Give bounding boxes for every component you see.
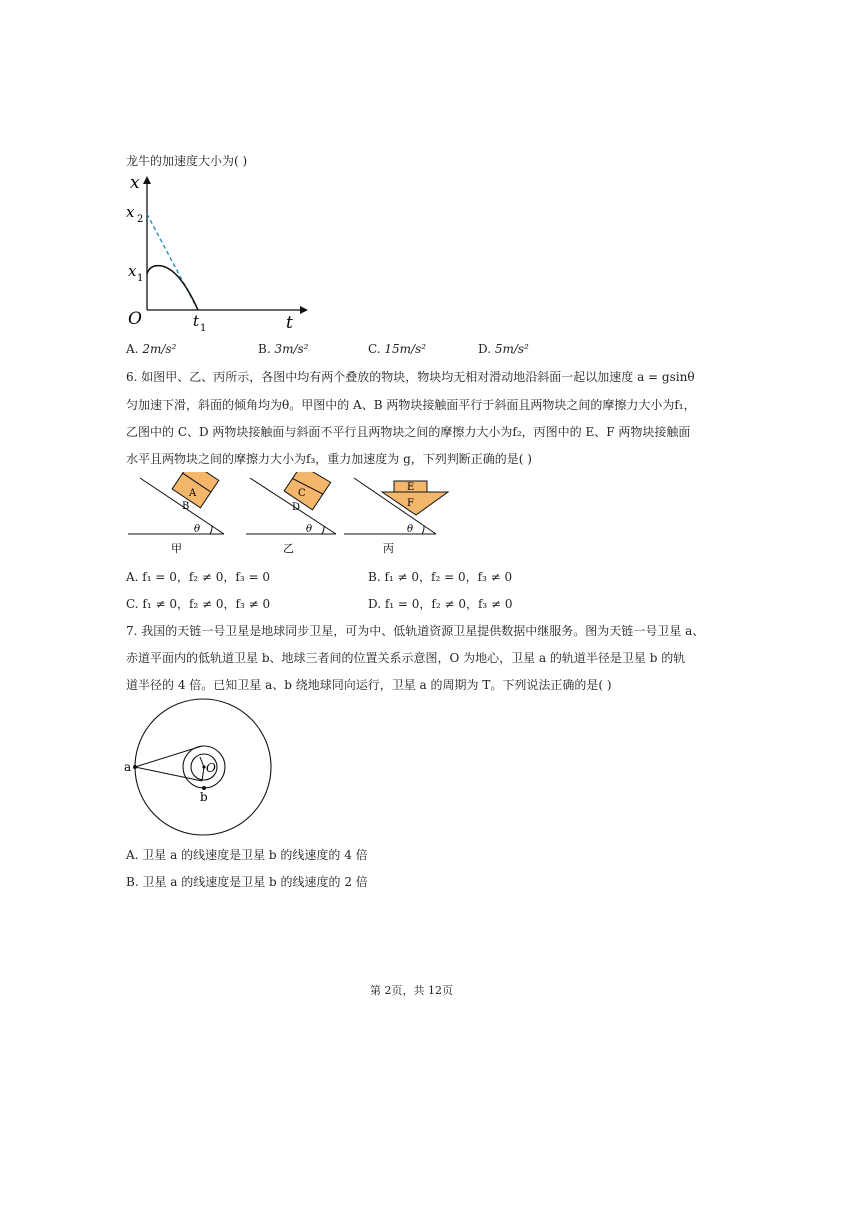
q7-stem-line-3: 道半径的 4 倍。已知卫星 a、b 绕地球同向运行，卫星 a 的周期为 T。下列说法正确的是( ) [126,678,612,692]
block-f-label: F [407,498,414,509]
block-a-label: A [189,488,197,499]
incline-diagram-yi [246,472,336,555]
x-axis-arrow-icon [300,306,308,314]
block-e-label: E [407,482,415,493]
q6-stem-line-3: 乙图中的 C、D 两物块接触面与斜面不平行且两物块之间的摩擦力大小为f₂，丙图中的 E、F 两物块接触面 [126,425,691,439]
q5-option-c: C. 15m/s² [368,342,427,356]
page-footer: 第 2页，共 12页 [370,984,453,997]
x-axis-label: t [286,313,293,333]
q6-incline-diagrams [126,472,456,562]
q6-stem-line-2: 匀加速下滑，斜面的倾角均为θ。甲图中的 A、B 两物块接触面平行于斜面且两物块之间的摩擦力大小为f₁， [126,398,696,412]
q7-option-b: B. 卫星 a 的线速度是卫星 b 的线速度的 2 倍 [126,875,368,889]
angle-label: θ [407,524,414,535]
satellite-a-dot [133,765,137,769]
q7-stem-line-1: 7. 我国的天链一号卫星是地球同步卫星，可为中、低轨道资源卫星提供数据中继服务。图为天链一号卫星 a、 [126,624,705,638]
q6-option-d: D. f₁ = 0，f₂ ≠ 0，f₃ ≠ 0 [368,597,513,611]
q6-stem-line-4: 水平且两物块之间的摩擦力大小为f₃，重力加速度为 g，下列判断正确的是( ) [126,452,532,466]
x1-label: x [128,262,137,280]
x2-subscript: 2 [137,214,144,225]
angle-label: θ [306,524,313,535]
satellite-a-label: a [124,760,132,774]
satellite-b-label: b [200,790,208,804]
x1-subscript: 1 [137,273,144,284]
y-axis-arrow-icon [143,176,151,184]
y-axis-label: x [130,173,140,193]
angle-label: θ [194,524,201,535]
origin-label: O [128,309,142,329]
q5-option-b: B. 3m/s² [258,342,309,356]
caption-jia: 甲 [171,542,182,555]
q6-option-c: C. f₁ ≠ 0，f₂ ≠ 0，f₃ ≠ 0 [126,597,271,611]
q6-option-b: B. f₁ ≠ 0，f₂ = 0，f₃ ≠ 0 [368,570,513,584]
incline-diagram-bing [344,478,448,555]
t1-label: t [193,312,200,330]
position-curve [147,266,198,310]
q7-stem-line-2: 赤道平面内的低轨道卫星 b、地球三者间的位置关系示意图，O 为地心，卫星 a 的轨道半径是卫星 b 的轨 [126,651,686,665]
q7-option-a: A. 卫星 a 的线速度是卫星 b 的线速度的 4 倍 [126,848,368,862]
q6-stem-line-1: 6. 如图甲、乙、丙所示，各图中均有两个叠放的物块，物块均无相对滑动地沿斜面一起以加速度 a = gsinθ [126,370,695,384]
x2-label: x [126,203,135,221]
q5-xt-graph [120,170,310,335]
q5-option-a: A. 2m/s² [126,342,177,356]
block-b-label: B [182,501,190,512]
q5-stem-tail: 龙牛的加速度大小为( ) [126,154,248,168]
center-o-label: O [206,761,216,775]
block-c-label: C [298,488,306,499]
caption-bing: 丙 [383,542,394,555]
q6-option-a: A. f₁ = 0，f₂ ≠ 0，f₃ = 0 [126,570,271,584]
caption-yi: 乙 [283,542,294,555]
q7-orbit-diagram [120,698,280,838]
q5-option-d: D. 5m/s² [478,342,529,356]
incline-diagram-jia [128,472,224,555]
block-d-label: D [292,502,301,513]
t1-subscript: 1 [200,323,207,334]
